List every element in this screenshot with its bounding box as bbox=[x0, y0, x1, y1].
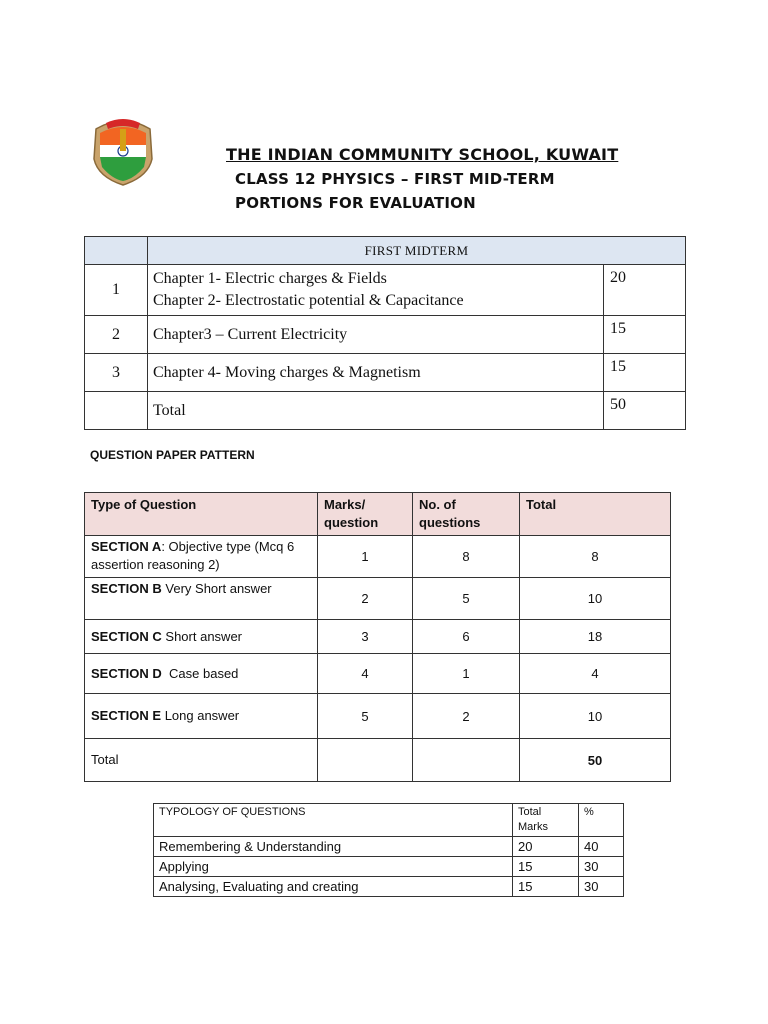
header-type: Type of Question bbox=[85, 493, 318, 536]
class-title: CLASS 12 PHYSICS – FIRST MID-TERM bbox=[235, 170, 555, 188]
typology-percent: 30 bbox=[579, 857, 624, 877]
section-label: SECTION D bbox=[91, 665, 162, 681]
total-row bbox=[85, 739, 671, 782]
chapter-cell bbox=[148, 265, 604, 316]
header-percent: % bbox=[579, 804, 624, 837]
grand-total: 50 bbox=[520, 739, 671, 782]
marks-cell: 15 bbox=[604, 316, 686, 354]
school-logo bbox=[90, 115, 156, 187]
section-total: 10 bbox=[520, 694, 671, 739]
question-count: 2 bbox=[413, 694, 520, 739]
table-row bbox=[85, 654, 671, 694]
section-desc: Long answer bbox=[161, 708, 240, 723]
row-number: 1 bbox=[85, 265, 148, 316]
row-number bbox=[85, 392, 148, 430]
typology-type: Analysing, Evaluating and creating bbox=[154, 877, 513, 897]
chapter-name: Chapter3 – Current Electricity bbox=[153, 325, 348, 343]
table-row bbox=[85, 316, 686, 354]
section-total: 8 bbox=[520, 536, 671, 578]
typology-marks: 15 bbox=[513, 877, 579, 897]
header-total: Total bbox=[520, 493, 671, 536]
table-row bbox=[85, 694, 671, 739]
section-label: SECTION C bbox=[91, 628, 162, 644]
section-total: 10 bbox=[520, 578, 671, 620]
question-type bbox=[85, 620, 318, 654]
total-label: Total bbox=[153, 401, 186, 419]
portions-header-blank bbox=[85, 237, 148, 265]
table-row bbox=[85, 536, 671, 578]
chapter-name: Chapter 4- Moving charges & Magnetism bbox=[153, 363, 421, 381]
section-desc: Short answer bbox=[161, 628, 242, 644]
chapter-cell bbox=[148, 392, 604, 430]
question-count: 5 bbox=[413, 578, 520, 620]
pattern-heading: QUESTION PAPER PATTERN bbox=[90, 448, 255, 462]
question-type bbox=[85, 654, 318, 694]
section-total: 4 bbox=[520, 654, 671, 694]
table-row bbox=[85, 620, 671, 654]
portions-header-row bbox=[85, 237, 686, 265]
marks-per-question: 1 bbox=[318, 536, 413, 578]
section-desc: : Objective type (Mcq 6 assertion reasoning 2) bbox=[91, 539, 295, 572]
typology-marks: 20 bbox=[513, 837, 579, 857]
typology-type: Applying bbox=[154, 857, 513, 877]
typology-marks: 15 bbox=[513, 857, 579, 877]
question-type bbox=[85, 536, 318, 578]
question-count: 1 bbox=[413, 654, 520, 694]
empty-cell bbox=[318, 739, 413, 782]
typology-type: Remembering & Understanding bbox=[154, 837, 513, 857]
chapter-cell bbox=[148, 354, 604, 392]
table-row bbox=[154, 837, 624, 857]
header-typology: TYPOLOGY OF QUESTIONS bbox=[154, 804, 513, 837]
section-label: SECTION E bbox=[91, 708, 162, 723]
table-row bbox=[85, 354, 686, 392]
marks-cell: 20 bbox=[604, 265, 686, 316]
chapter-name: Chapter 2- Electrostatic potential & Capacitance bbox=[153, 292, 464, 309]
empty-cell bbox=[413, 739, 520, 782]
marks-cell: 50 bbox=[604, 392, 686, 430]
table-row bbox=[85, 578, 671, 620]
marks-per-question: 2 bbox=[318, 578, 413, 620]
pattern-header-row bbox=[85, 493, 671, 536]
section-desc: Case based bbox=[161, 665, 239, 681]
table-row bbox=[154, 857, 624, 877]
section-label: SECTION B bbox=[91, 581, 162, 596]
section-total: 18 bbox=[520, 620, 671, 654]
question-count: 6 bbox=[413, 620, 520, 654]
typology-percent: 40 bbox=[579, 837, 624, 857]
pattern-table bbox=[84, 492, 671, 782]
document-heading bbox=[226, 143, 618, 215]
section-desc: Very Short answer bbox=[161, 581, 272, 596]
typology-header-row bbox=[154, 804, 624, 837]
chapter-cell bbox=[148, 316, 604, 354]
typology-percent: 30 bbox=[579, 877, 624, 897]
question-type bbox=[85, 578, 318, 620]
portions-table bbox=[84, 236, 686, 430]
portions-title: PORTIONS FOR EVALUATION bbox=[235, 194, 476, 212]
question-type bbox=[85, 694, 318, 739]
marks-per-question: 4 bbox=[318, 654, 413, 694]
marks-cell: 15 bbox=[604, 354, 686, 392]
section-label: SECTION A bbox=[91, 539, 162, 554]
total-row bbox=[85, 392, 686, 430]
question-count: 8 bbox=[413, 536, 520, 578]
row-number: 2 bbox=[85, 316, 148, 354]
portions-header-title: FIRST MIDTERM bbox=[148, 237, 686, 265]
header-marks: Marks/ question bbox=[318, 493, 413, 536]
header-count: No. of questions bbox=[413, 493, 520, 536]
header-total-marks: Total Marks bbox=[513, 804, 579, 837]
typology-table bbox=[153, 803, 624, 897]
chapter-name: Chapter 1- Electric charges & Fields bbox=[153, 270, 387, 287]
marks-per-question: 5 bbox=[318, 694, 413, 739]
marks-per-question: 3 bbox=[318, 620, 413, 654]
total-label: Total bbox=[85, 739, 318, 782]
row-number: 3 bbox=[85, 354, 148, 392]
table-row bbox=[85, 265, 686, 316]
school-name: THE INDIAN COMMUNITY SCHOOL, KUWAIT bbox=[226, 145, 619, 164]
table-row bbox=[154, 877, 624, 897]
